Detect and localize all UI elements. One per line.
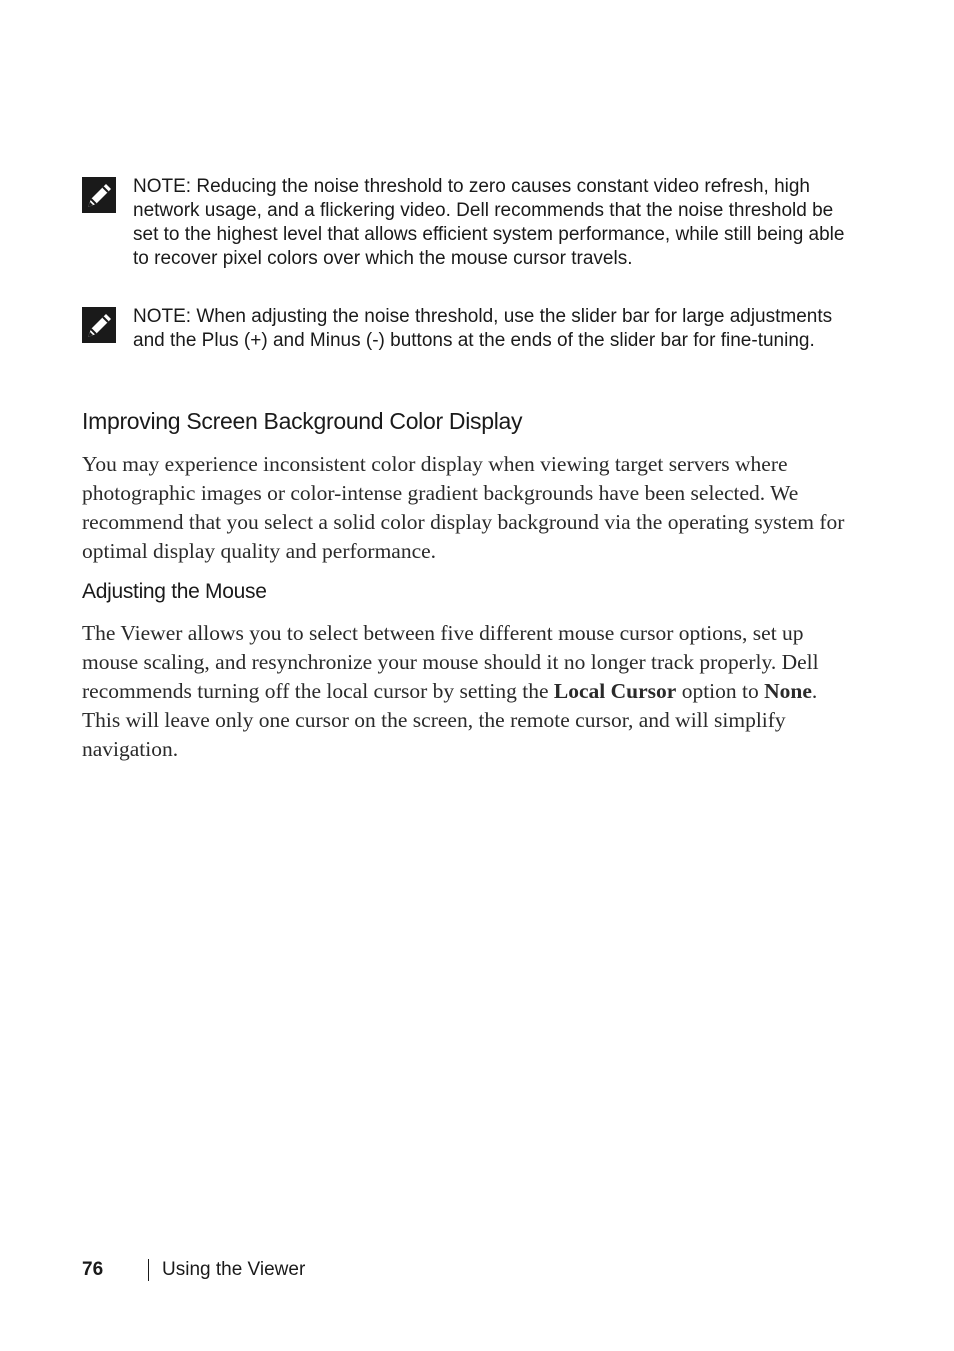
note-body: When adjusting the noise threshold, use the slider bar for large adjustments and the Plus (+) and Minus (-) buttons at the ends of the slider bar for fine-tuning. bbox=[133, 306, 833, 351]
body-text: . This will leave only one cursor on the screen, the remote cursor, and will simplify navigation. bbox=[82, 679, 818, 761]
note-text bbox=[133, 305, 852, 353]
page-number: 76 bbox=[82, 1259, 104, 1280]
subsection-body bbox=[82, 619, 857, 764]
section-body: You may experience inconsistent color display when viewing target servers where photographic images or color-intense gradient backgrounds have been selected. We recommend that you select a solid color display background via the operating system for optimal display quality and performance. bbox=[82, 452, 845, 563]
subsection-title: Adjusting the Mouse bbox=[82, 580, 267, 603]
note-body: Reducing the noise threshold to zero causes constant video refresh, high network usage, and a flickering video. Dell recommends that the noise threshold be set to the highest level that allows efficient system performance, while still being able to recover pixel colors over which the mouse cursor travels. bbox=[133, 176, 845, 269]
note-block bbox=[82, 175, 852, 271]
note-pencil-icon bbox=[82, 177, 116, 213]
section-title: Improving Screen Background Color Display bbox=[82, 408, 523, 434]
body-text: The Viewer allows you to select between five different mouse cursor options, set up mouse scaling, and resynchronize your mouse should it no longer track properly. Dell recommends turning off the local cursor by setting the bbox=[82, 621, 819, 703]
bold-term-none: None bbox=[764, 679, 812, 703]
note-pencil-icon bbox=[82, 307, 116, 343]
body-text: option to bbox=[676, 679, 765, 703]
footer-section-name: Using the Viewer bbox=[162, 1259, 306, 1280]
note-label: NOTE: bbox=[133, 176, 192, 197]
note-text bbox=[133, 175, 852, 271]
bold-term-local-cursor: Local Cursor bbox=[553, 679, 677, 703]
footer-divider bbox=[148, 1259, 149, 1281]
note-label: NOTE: bbox=[133, 306, 192, 327]
note-block bbox=[82, 305, 852, 353]
